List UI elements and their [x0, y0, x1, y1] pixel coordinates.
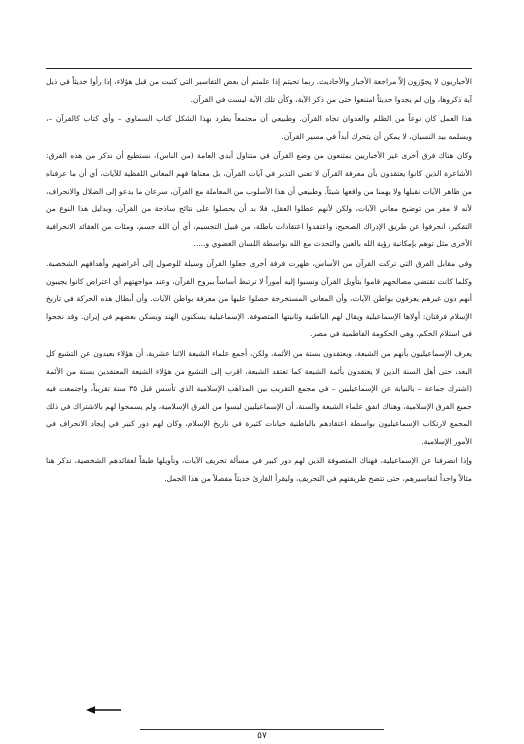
body-text [46, 73, 472, 488]
paragraph: وإذا انصرفنا عن الإسماعيلية، فهناك المتصوفة الذين لهم دور كبير في مسألة تحريف الآيات، وتأويلها طبقاً لعقائدهم الشخصية، نذكر هنا مثالاً واحداً لتفاسيرهم، حتى تتضح طريقتهم في التحريف، وليقرأ القارئ حديثاً مفصلاً من هذا الجمل. [46, 456, 472, 484]
paragraph: وفي مقابل الفرق التي تركت القرآن من الأساس، ظهرت فرقة أخرى جعلوا القرآن وسيلة للوصول إلى أغراضهم وأهدافهم الشخصية. وكلما كانت تقتضي مصالحهم قاموا بتأويل القرآن ونسبوا إليه أموراً لا ترتبط أساساً ببروح القرآن، وعند مواجهتهم أي اعتراض كانوا يجيبون أنهم دون غيرهم يعرفون بواطن الآيات، وأن المعاني المستخرجة حصلوا عليها من معرفة بواطن الآيات. وأن أبطال هذه الحركة في تاريخ الإسلام فرقتان: أولاها الإسماعيلية ويقال لهم الباطنية وثانيتها المتصوفة. الإسماعيلية يسكنون الهند ويسكن بعضهم في إيران. وقد نجحوا في استلام الحكم، وهي الحكومة الفاطمية في مصر. [46, 258, 472, 339]
paragraph: الأخباريون لا يجوّزون إلاّ مراجعة الأخبار والأحاديث. ربما تحيتم إذا علمتم أن بعض التفاسير التي كتبت من قبل هؤلاء، إذا رأوا حديثاً في ذيل آية ذكروها، وإن لم يجدوا حديثاً امتنعوا حتى من ذكر الآية، وكأن تلك الآية ليست في القرآن. [46, 77, 472, 104]
paragraph: يعرف الإسماعيليون بأنهم من الشيعة، ويعتقدون بستة من الأئمة، ولكن، أجمع علماء الشيعة الاثنا عشرية، أن هؤلاء بعيدون عن التشيع كل البعد، حتى أهل السنة الذين لا يعتقدون بأئمة الشيعة كما تعتقد الشيعة، اقرب إلى التشيع من هؤلاء الشيعة المعتقدين بستة من الأئمة (اشترك جماعة – بالنيابة عن الإسماعيليين – في مجمع التقريب بين المذاهب الإسلامية الذي تأسس قبل ٣٥ سنة تقريباً، واجتمعت فيه جميع الفرق الإسلامية، وهناك اتفق علماء الشيعة والسنة، أن الإسماعيليين ليسوا من الفرق الإسلامية، ولم يسمحوا لهم بالاشتراك في ذلك المجمع لارتكاب الإسماعيليون بواسطة اعتقادهم بالباطنية خيانات كثيرة في تاريخ الإسلام، وكان لهم دور كبير في إيجاد الانحراف في الأمور الإسلامية. [46, 348, 472, 446]
paragraph: وكان هناك فرق أخرى غير الأخباريين يمتنعون من وضع القرآن في متناول أيدي العامة (من الناس)، نستطيع أن نذكر من هذه الفرق: الأشاعرة الذين كانوا يعتقدون بأن معرفة القرآن لا تعني التدبر في آيات القرآن، بل معناها فهم المعاني اللفظية للآيات، أي أن ما عرفناه من ظاهر الآيات نقبلها ولا يهمنا من واقعها شيئاً. وطبيعي أن هذا الأسلوب من المعاملة مع القرآن، سرعان ما يدعو إلى الضلال والانحراف، لأنه لا مفر من توضيح معاني الآيات، ولكن لأنهم عطلوا العقل، فلا بد أن يحصلوا على نتائج ساذجة من القرآن. وبدليل هذا النوع من التفكير، انحرفوا عن طريق الإدراك الصحيح، واعتقدوا اعتقادات باطلة، من قبيل التجسيم، أي أن الله جسم، ومئات من العقائد الانحرافية الأخرى مثل توهم بإمكانية رؤية الله بالعين والتحدث مع الله بواسطة اللسان العضوي و..... [46, 151, 472, 249]
paragraph: هذا العمل كان نوعاً من الظلم والعدوان تجاه القرآن. وطبيعي أن مجتمعاً يطرد بهذا الشكل كتاب السماوي – وأي كتاب كالقرآن –، ويسلمه بيد النسيان، لا يمكن أن يتحرك أبداً في مسير القرآن. [46, 114, 472, 141]
page-number: ٥٧ [257, 731, 267, 741]
left-arrow-icon [86, 705, 122, 715]
top-rule [46, 68, 472, 69]
footer-rule [140, 729, 384, 730]
